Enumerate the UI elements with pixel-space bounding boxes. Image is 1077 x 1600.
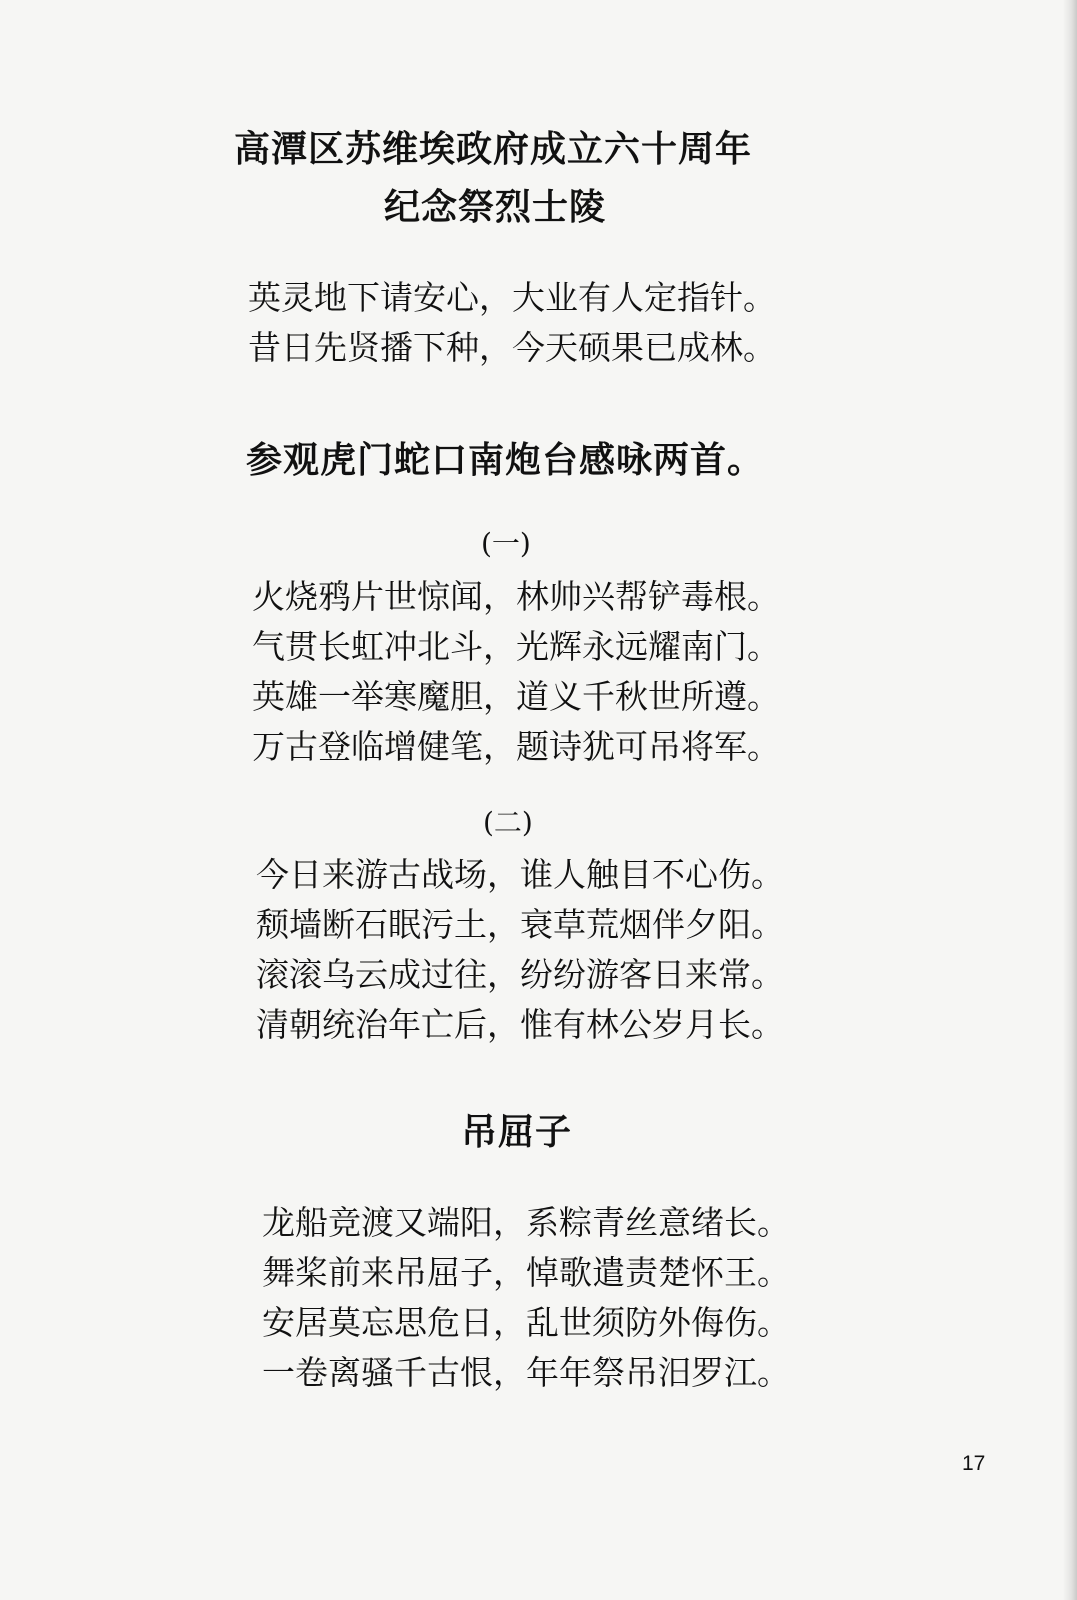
verse-line: 一卷离骚千古恨，年年祭吊汨罗江。: [262, 1353, 790, 1392]
poem2-title: 参观虎门蛇口南炮台感咏两首。: [246, 440, 765, 481]
verse-line: 火烧鸦片世惊闻，林帅兴帮铲毒根。: [252, 577, 780, 616]
poem1-title-line1: 高潭区苏维埃政府成立六十周年: [234, 129, 753, 170]
poem2-part2-body: [256, 850, 784, 1050]
verse-line: 龙船竞渡又端阳，系粽青丝意绪长。: [262, 1203, 790, 1242]
page-edge-shadow: [1063, 0, 1077, 1600]
poem2-part2-label: (二): [483, 806, 533, 839]
poem1-title-line2: 纪念祭烈士陵: [384, 187, 607, 228]
page-number: 17: [962, 1452, 986, 1475]
verse-line: 颓墙断石眠污土，衰草荒烟伴夕阳。: [256, 905, 784, 944]
poem2-part1-body: [252, 572, 780, 772]
poem2-part1-label: (一): [481, 527, 531, 560]
verse-line: 万古登临增健笔，题诗犹可吊将军。: [252, 727, 780, 766]
poem1-body: [248, 273, 776, 373]
poem3-title: 吊屈子: [461, 1112, 573, 1153]
poem3-body: [262, 1198, 790, 1398]
verse-line: 安居莫忘思危日，乱世须防外侮伤。: [262, 1303, 790, 1342]
verse-line: 清朝统治年亡后，惟有林公岁月长。: [256, 1005, 784, 1044]
verse-line: 舞桨前来吊屈子，悼歌遣责楚怀王。: [262, 1253, 790, 1292]
verse-line: 气贯长虹冲北斗，光辉永远耀南门。: [252, 627, 780, 666]
verse-line: 英灵地下请安心，大业有人定指针。: [248, 278, 776, 317]
verse-line: 今日来游古战场，谁人触目不心伤。: [256, 855, 784, 894]
verse-line: 昔日先贤播下种，今天硕果已成林。: [248, 328, 776, 367]
verse-line: 滚滚乌云成过往，纷纷游客日来常。: [256, 955, 784, 994]
verse-line: 英雄一举寒魔胆，道义千秋世所遵。: [252, 677, 780, 716]
